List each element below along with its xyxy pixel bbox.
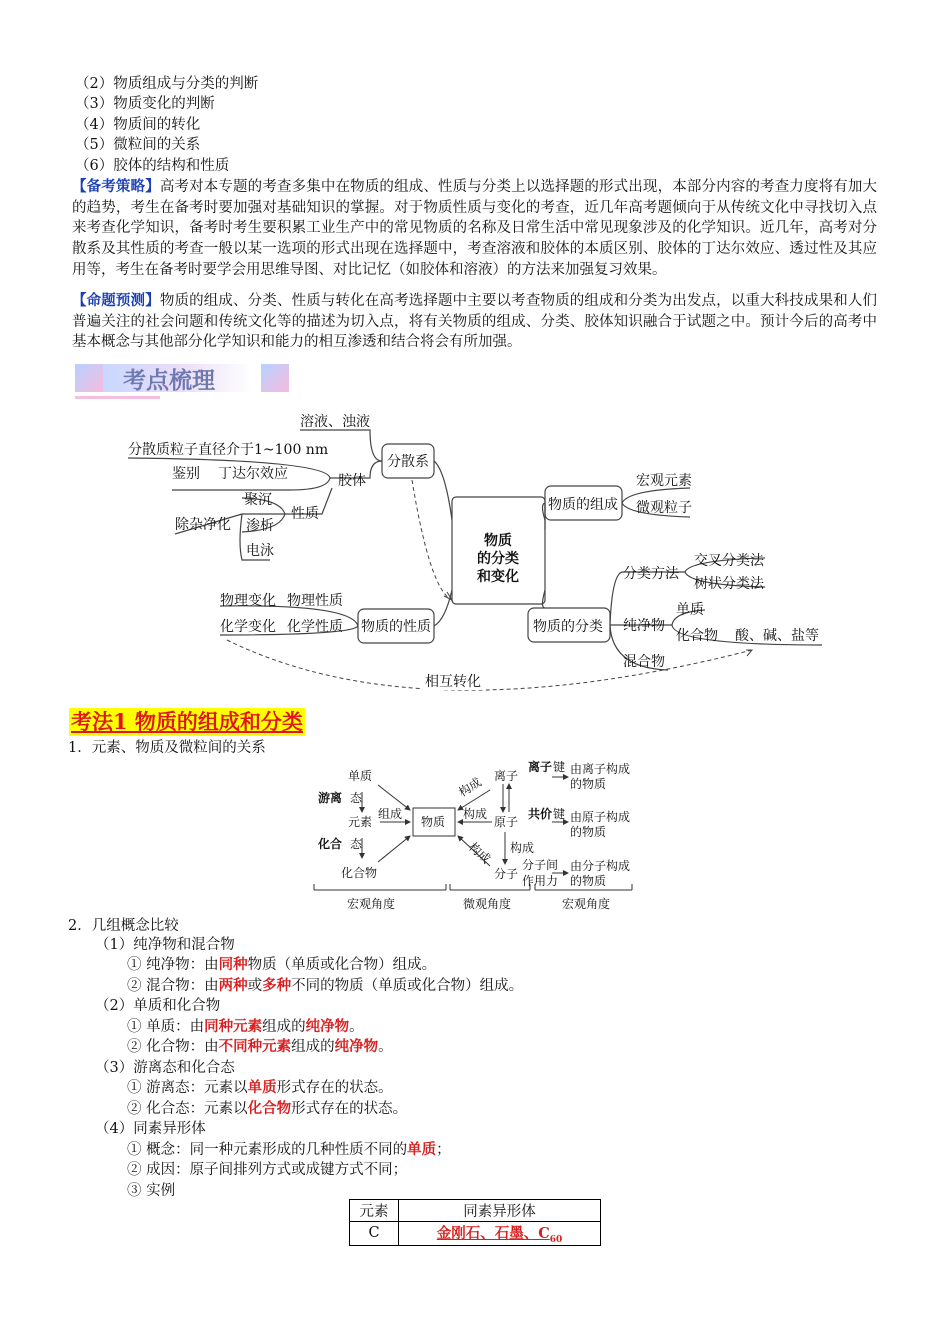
rel-mol-sub-2: 的物质 bbox=[570, 874, 607, 888]
node-cross: 交叉分类法 bbox=[694, 553, 764, 569]
center-node-3: 和变化 bbox=[477, 569, 519, 585]
allotrope-table bbox=[349, 1199, 601, 1246]
group-3-b: ② 化合态：元素以化合物形式存在的状态。 bbox=[127, 1100, 408, 1117]
node-composition: 物质的组成 bbox=[548, 497, 618, 513]
rel-simple: 单质 bbox=[348, 769, 373, 783]
group-1-title: （1）纯净物和混合物 bbox=[95, 937, 235, 953]
rel-atom-sub-1: 由原子构成 bbox=[570, 810, 631, 824]
node-phys-prop: 物理性质 bbox=[287, 593, 343, 609]
compare-title: 2．几组概念比较 bbox=[68, 918, 179, 934]
table-row bbox=[350, 1200, 601, 1222]
node-tyndall: 丁达尔效应 bbox=[218, 466, 288, 482]
group-1-b: ② 混合物：由两种或多种不同的物质（单质或化合物）组成。 bbox=[127, 977, 524, 994]
list-item: （6）胶体的结构和性质 bbox=[75, 158, 230, 174]
node-tree: 树状分类法 bbox=[694, 576, 764, 592]
node-pure: 纯净物 bbox=[623, 618, 665, 634]
rel-construct4: 构成 bbox=[510, 841, 535, 855]
rel-molecule: 分子 bbox=[494, 867, 519, 881]
table-cell: 金刚石、石墨、$C_{60}$ bbox=[399, 1222, 601, 1246]
node-property: 性质 bbox=[291, 506, 319, 522]
node-mutual: 相互转化 bbox=[425, 674, 481, 690]
node-permeation: 渗析 bbox=[246, 518, 274, 534]
rel-free-a: 游离 bbox=[318, 791, 343, 805]
rel-element: 元素 bbox=[348, 815, 373, 829]
rel-micro: 微观角度 bbox=[463, 897, 512, 911]
node-class-method: 分类方法 bbox=[623, 566, 679, 582]
rel-atom-sub-2: 的物质 bbox=[570, 825, 607, 839]
rel-construct3: 构成 bbox=[465, 839, 494, 867]
node-compound: 化合物 bbox=[676, 628, 718, 644]
list-item: （2）物质组成与分类的判断 bbox=[75, 76, 259, 92]
rel-substance: 物质 bbox=[421, 815, 446, 829]
rel-covalent-b: 键 bbox=[553, 807, 566, 821]
rel-ion: 离子 bbox=[494, 769, 519, 783]
rel-ionic-a: 离子 bbox=[528, 760, 553, 774]
rel-mol-sub-1: 由分子构成 bbox=[570, 859, 631, 873]
strategy-tag: 【备考策略】 bbox=[72, 178, 160, 195]
group-4-title: （4）同素异形体 bbox=[95, 1121, 206, 1137]
rel-inter-a: 分子间 bbox=[522, 858, 559, 872]
rel-ion-sub-1: 由离子构成 bbox=[570, 762, 631, 776]
node-chem-change: 化学变化 bbox=[220, 619, 276, 635]
item-title: 1．元素、物质及微粒间的关系 bbox=[68, 740, 266, 756]
prediction-text: 物质的组成、分类、性质与转化在高考选择题中主要以考查物质的组成和分类为出发点，以重大科技成果和人们普遍关注的社会问题和传统文化等的描述为切入点，将有关物质的组成、分类、胶体知识融合于试题之中。预计今后的高考中基本概念与其他部分化学知识和能力的相互渗透和结合将会有所加强。 bbox=[72, 293, 878, 351]
node-mat-property: 物质的性质 bbox=[361, 619, 431, 635]
node-mixture: 混合物 bbox=[623, 654, 665, 670]
table-row bbox=[350, 1222, 601, 1246]
rel-macro1: 宏观角度 bbox=[347, 897, 396, 911]
node-purify: 除杂净化 bbox=[175, 517, 231, 533]
list-item: （4）物质间的转化 bbox=[75, 117, 201, 133]
node-electrophoresis: 电泳 bbox=[246, 543, 274, 559]
rel-macro2: 宏观角度 bbox=[562, 897, 611, 911]
node-acid-base-salt: 酸、碱、盐等 bbox=[735, 628, 819, 644]
rel-ionic-b: 键 bbox=[553, 760, 566, 774]
node-coagulation: 聚沉 bbox=[244, 492, 272, 508]
node-macro-element: 宏观元素 bbox=[636, 473, 692, 489]
section-banner bbox=[75, 360, 290, 402]
group-4-a: ① 概念：同一种元素形成的几种性质不同的单质； bbox=[127, 1141, 451, 1158]
node-micro-particle: 微观粒子 bbox=[636, 500, 692, 516]
node-dispersion: 分散系 bbox=[387, 454, 429, 470]
node-colloid: 胶体 bbox=[338, 473, 366, 489]
node-phys-change: 物理变化 bbox=[220, 593, 276, 609]
group-4-c: ③ 实例 bbox=[127, 1183, 176, 1199]
group-3-title: （3）游离态和化合态 bbox=[95, 1060, 235, 1076]
rel-free-b: 态 bbox=[350, 791, 363, 805]
mindmap-diagram bbox=[110, 405, 830, 700]
group-2-title: （2）单质和化合物 bbox=[95, 998, 221, 1014]
center-node-1: 物质 bbox=[484, 533, 512, 549]
node-sol: 溶液、浊液 bbox=[300, 414, 370, 430]
node-classification: 物质的分类 bbox=[533, 619, 603, 635]
group-2-b: ② 化合物：由不同种元素组成的纯净物。 bbox=[127, 1038, 393, 1055]
rel-compose: 组成 bbox=[378, 807, 403, 821]
strategy-paragraph bbox=[72, 177, 877, 281]
rel-covalent-a: 共价 bbox=[528, 807, 553, 821]
center-node-2: 的分类 bbox=[477, 551, 519, 567]
group-2-a: ① 单质：由同种元素组成的纯净物。 bbox=[127, 1018, 364, 1035]
list-item: （3）物质变化的判断 bbox=[75, 96, 215, 112]
table-header: 同素异形体 bbox=[399, 1200, 601, 1222]
rel-combined-a: 化合 bbox=[318, 837, 343, 851]
rel-construct1: 构成 bbox=[456, 774, 484, 800]
group-3-a: ① 游离态：元素以单质形式存在的状态。 bbox=[127, 1079, 393, 1096]
node-identify: 鉴别 bbox=[172, 466, 200, 482]
rel-inter-b: 作用力 bbox=[522, 874, 559, 888]
rel-ion-sub-2: 的物质 bbox=[570, 777, 607, 791]
section-title: 考法1 物质的组成和分类 bbox=[71, 709, 303, 734]
table-cell: C bbox=[350, 1222, 399, 1246]
strategy-text: 高考对本专题的考查多集中在物质的组成、性质与分类上以选择题的形式出现，本部分内容的考查力度将有加大的趋势，考生在备考时要加强对基础知识的掌握。对于物质性质与变化的考查，近几年高考题倾向于从传统文化中寻找切入点来考查化学知识，备考时考生要积累工业生产中的常见物质的名称及日常生活中常见现象涉及的化学知识。近几年，高考对分散系及其性质的考查一般以某一选项的形式出现在选择题中，考查溶液和胶体的本质区别、胶体的丁达尔效应、透过性及其应用等，考生在备考时要学会用思维导图、对比记忆（如胶体和溶液）的方法来加强复习效果。 bbox=[72, 179, 878, 278]
rel-compound: 化合物 bbox=[341, 866, 378, 880]
rel-combined-b: 态 bbox=[350, 837, 363, 851]
node-chem-prop: 化学性质 bbox=[287, 619, 343, 635]
prediction-paragraph bbox=[72, 291, 877, 353]
node-particle-size: 分散质粒子直径介于1~100 nm bbox=[128, 442, 329, 458]
relation-diagram bbox=[310, 760, 640, 915]
group-4-b: ② 成因：原子间排列方式或成键方式不同； bbox=[127, 1162, 408, 1178]
rel-atom: 原子 bbox=[494, 815, 519, 829]
table-header: 元素 bbox=[350, 1200, 399, 1222]
prediction-tag: 【命题预测】 bbox=[72, 292, 160, 309]
node-simple: 单质 bbox=[676, 602, 704, 618]
list-item: （5）微粒间的关系 bbox=[75, 137, 201, 153]
banner-title: 考点梳理 bbox=[123, 367, 215, 394]
rel-construct2: 构成 bbox=[463, 807, 488, 821]
group-1-a: ① 纯净物：由同种物质（单质或化合物）组成。 bbox=[127, 956, 437, 973]
